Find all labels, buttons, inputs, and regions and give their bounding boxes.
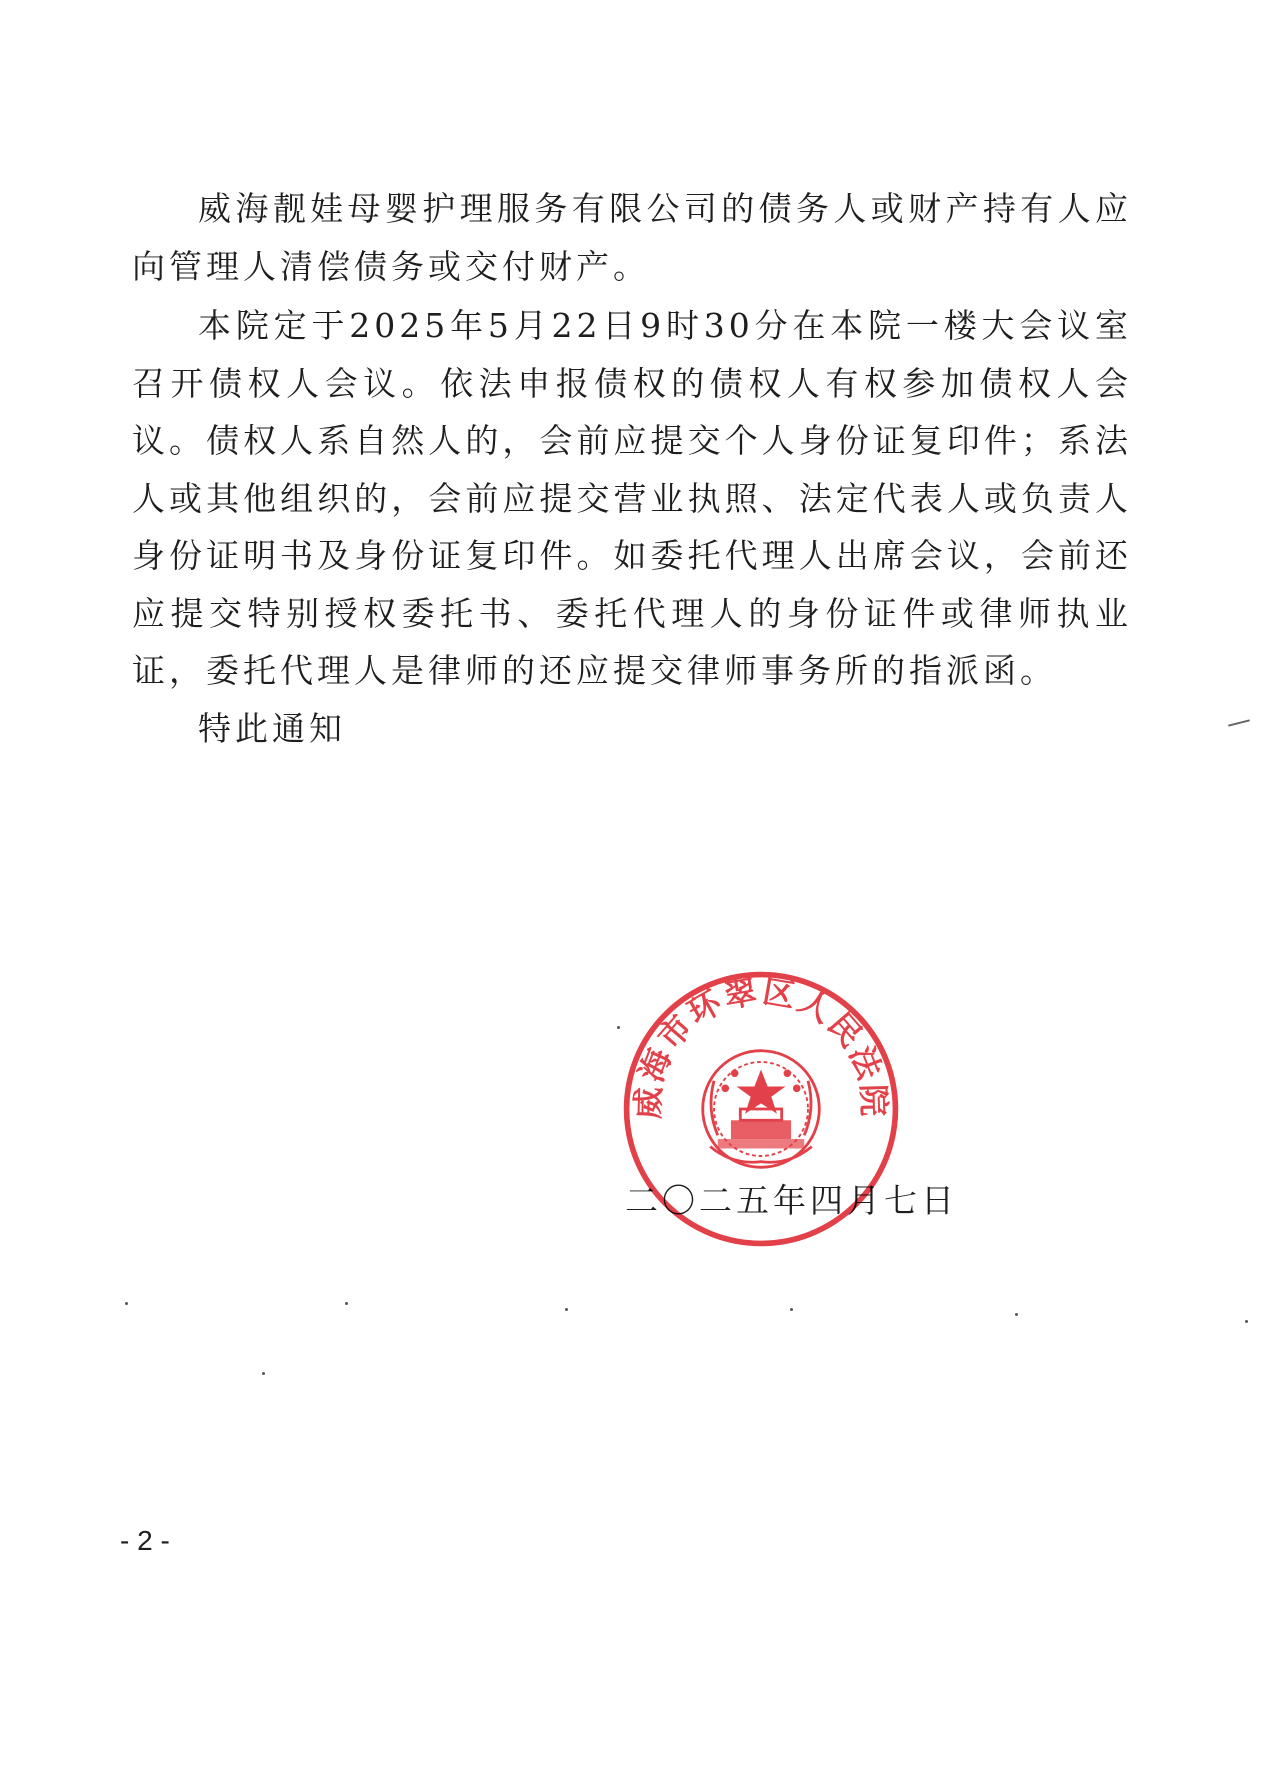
scan-speck bbox=[345, 1302, 348, 1305]
seal-text: 威海市环翠区人民法院 bbox=[629, 972, 893, 1120]
scan-speck bbox=[790, 1308, 793, 1311]
scan-speck bbox=[262, 1372, 265, 1375]
scan-speck bbox=[565, 1308, 568, 1311]
scan-speck bbox=[125, 1302, 128, 1305]
national-emblem-icon bbox=[703, 1051, 820, 1168]
scan-speck bbox=[1015, 1313, 1018, 1316]
scan-speck bbox=[617, 1026, 620, 1029]
court-seal bbox=[620, 968, 902, 1250]
issue-date: 二〇二五年四月七日 bbox=[625, 1181, 958, 1220]
scan-speck bbox=[1245, 1320, 1248, 1323]
scan-mark bbox=[1228, 719, 1250, 726]
paragraph-debtor-notice: 威海靓娃母婴护理服务有限公司的债务人或财产持有人应向管理人清偿债务或交付财产。 bbox=[132, 189, 1132, 286]
page-number: - 2 - bbox=[120, 1525, 170, 1556]
paragraph-closing: 特此通知 bbox=[198, 709, 346, 748]
paragraph-creditors-meeting: 本院定于2025年5月22日9时30分在本院一楼大会议室召开债权人会议。依法申报债权的债权人有权参加债权人会议。债权人系自然人的，会前应提交个人身份证复印件；系法人或其他组织的，会前应提交营业执照、法定代表人或负责人身份证明书及身份证复印件。如委托代理人出席会议，会前还应提交特别授权委托书、委托代理人的身份证件或律师执业证，委托代理人是律师的还应提交律师事务所的指派函。 bbox=[132, 306, 1132, 690]
